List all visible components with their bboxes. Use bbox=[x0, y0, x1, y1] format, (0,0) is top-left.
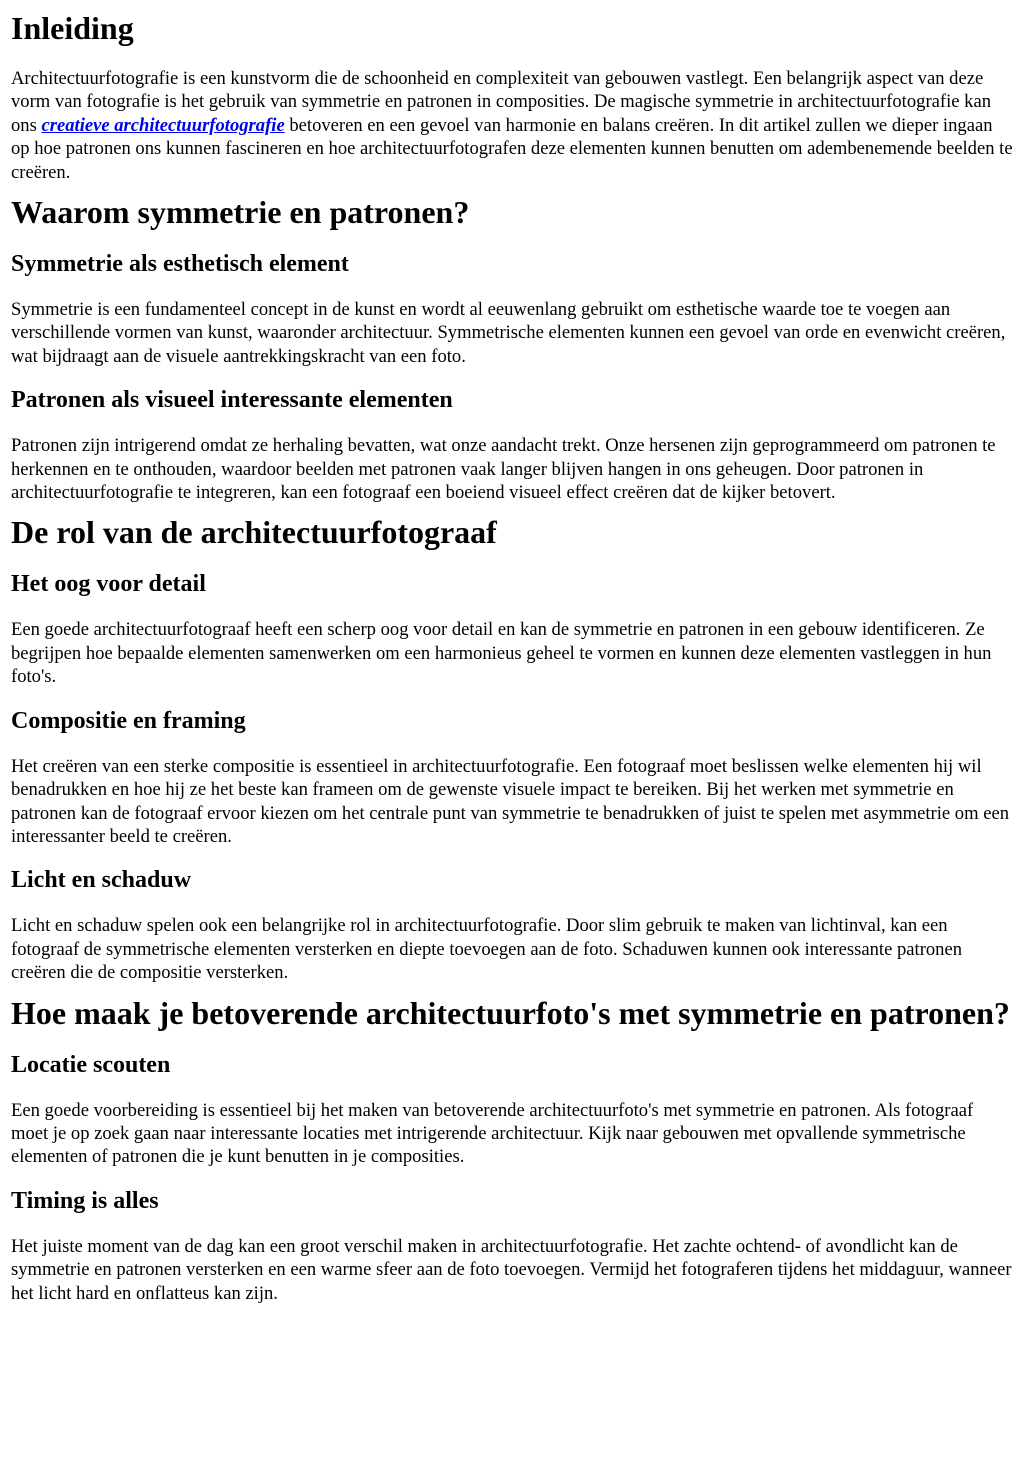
subheading-oog-detail: Het oog voor detail bbox=[11, 571, 206, 598]
intro-paragraph bbox=[11, 67, 1013, 184]
heading-rol: De rol van de architectuurfotograaf bbox=[11, 514, 497, 551]
subheading-compositie: Compositie en framing bbox=[11, 707, 246, 734]
subheading-patronen: Patronen als visueel interessante elementen bbox=[11, 387, 453, 414]
subheading-timing: Timing is alles bbox=[11, 1187, 159, 1214]
paragraph-patronen: Patronen zijn intrigerend omdat ze herhaling bevatten, wat onze aandacht trekt. Onze hersenen zijn geprogrammeerd om patronen te herkennen en te onthouden, waardoor beelden met patronen vaak langer blijven hangen in ons geheugen. Door patronen in architectuurfotografie te integreren, kan een fotograaf een boeiend visueel effect creëren dat de kijker betovert. bbox=[11, 435, 996, 504]
paragraph-compositie: Het creëren van een sterke compositie is essentieel in architectuurfotografie. Een fotograaf moet beslissen welke elementen hij wil benadrukken en hoe hij ze het beste kan frameen om de gewenste visuele impact te bereiken. Bij het werken met symmetrie en patronen kan de fotograaf ervoor kiezen om het centrale punt van symmetrie te benadrukken of juist te spelen met asymmetrie om een interessanter beeld te creëren. bbox=[11, 755, 1010, 847]
intro-text-before: Architectuurfotografie is een kunstvorm die de schoonheid en complexiteit van gebouwen vastlegt. Een belangrijk aspect van deze vorm van fotografie is het gebruik van symmetrie en patronen in composities. De magische symmetrie in architectuurfotografie kan ons bbox=[11, 68, 991, 136]
paragraph-oog-detail: Een goede architectuurfotograaf heeft een scherp oog voor detail en kan de symmetrie en patronen in een gebouw identificeren. Ze begrijpen hoe bepaalde elementen samenwerken om een harmonieus geheel te vormen en kunnen deze elementen vastleggen in hun foto's. bbox=[11, 619, 992, 688]
paragraph-symmetrie: Symmetrie is een fundamenteel concept in de kunst en wordt al eeuwenlang gebruikt om esthetische waarde toe te voegen aan verschillende vormen van kunst, waaronder architectuur. Symmetrische elementen kunnen een gevoel van orde en evenwicht creëren, wat bijdraagt aan de visuele aantrekkingskracht van een foto. bbox=[11, 299, 1006, 367]
paragraph-licht: Licht en schaduw spelen ook een belangrijke rol in architectuurfotografie. Door slim gebruik te maken van lichtinval, kan een fotograaf de symmetrische elementen versterken en diepte toevoegen aan de foto. Schaduwen kunnen ook interessante patronen creëren die de compositie versterken. bbox=[11, 915, 963, 984]
subheading-locatie: Locatie scouten bbox=[11, 1051, 171, 1078]
paragraph-timing: Het juiste moment van de dag kan een groot verschil maken in architectuurfotografie. Het zachte ochtend- of avondlicht kan de symmetrie en patronen versterken en een warme sfeer aan de foto toevoegen. Vermijd het fotograferen tijdens het middaguur, wanneer het licht hard en onflatteus kan zijn. bbox=[11, 1235, 1012, 1304]
subheading-licht: Licht en schaduw bbox=[11, 867, 192, 894]
article bbox=[0, 10, 1024, 1305]
heading-waarom: Waarom symmetrie en patronen? bbox=[11, 194, 470, 231]
subheading-symmetrie: Symmetrie als esthetisch element bbox=[11, 251, 349, 278]
heading-inleiding: Inleiding bbox=[11, 10, 134, 46]
creatieve-architectuurfotografie-link[interactable]: creatieve architectuurfotografie bbox=[41, 114, 285, 136]
paragraph-locatie: Een goede voorbereiding is essentieel bij het maken van betoverende architectuurfoto's met symmetrie en patronen. Als fotograaf moet je op zoek gaan naar interessante locaties met intrigerende architectuur. Kijk naar gebouwen met opvallende symmetrische elementen of patronen die je kunt benutten in je composities. bbox=[11, 1099, 974, 1168]
heading-hoe-maak: Hoe maak je betoverende architectuurfoto's met symmetrie en patronen? bbox=[11, 994, 1010, 1031]
intro-text-after: betoveren en een gevoel van harmonie en balans creëren. In dit artikel zullen we dieper ingaan op hoe patronen ons kunnen fascineren en hoe architectuurfotografen deze elementen kunnen benutten om adembenemende beelden te creëren. bbox=[11, 114, 1013, 183]
